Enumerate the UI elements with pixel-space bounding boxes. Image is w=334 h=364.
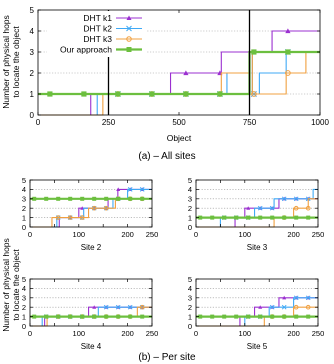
- y-tick-label: 2: [21, 303, 26, 312]
- series-marker-ours: [222, 315, 226, 319]
- series-marker-ours: [140, 197, 144, 201]
- legend: [47, 11, 147, 57]
- series-marker-ours: [56, 197, 60, 201]
- series-marker-ours: [270, 216, 274, 220]
- y-tick-label: 2: [21, 204, 26, 213]
- series-marker-ours: [140, 315, 144, 319]
- y-tick-label: 0: [29, 110, 34, 120]
- y-tick-label: 1: [21, 213, 26, 223]
- series-marker-ours: [285, 49, 290, 54]
- series-marker-ours: [306, 216, 310, 220]
- series-marker-ours: [306, 315, 310, 319]
- x-tick-label: 0: [193, 329, 199, 338]
- y-tick-label: 1: [29, 89, 34, 99]
- series-line-k1: [196, 298, 318, 326]
- series-marker-ours: [246, 216, 250, 220]
- plot-frame: [30, 180, 152, 227]
- x-tick-label: 100: [72, 329, 86, 338]
- plot-frame: [196, 180, 318, 227]
- series-marker-ours: [210, 315, 214, 319]
- y-tick-label: 5: [21, 175, 26, 185]
- x-tick-label: 0: [27, 329, 33, 338]
- x-tick-label: 0: [35, 118, 41, 127]
- series-marker-ours: [44, 315, 48, 319]
- x-tick-label: 1000: [311, 118, 329, 127]
- series-line-k2: [196, 298, 318, 326]
- x-tick-label: 250: [311, 329, 325, 338]
- y-tick-label: 3: [21, 194, 26, 204]
- y-tick-label: 4: [29, 26, 34, 36]
- x-tick-label: 200: [287, 230, 300, 239]
- series-marker-ours: [92, 197, 96, 201]
- x-tick-label: 100: [72, 230, 86, 239]
- x-tick-label: 250: [101, 118, 116, 127]
- series-marker-ours: [258, 315, 262, 319]
- plot-frame: [30, 279, 152, 326]
- series-marker-ours: [68, 315, 72, 319]
- series-marker-ours: [104, 197, 108, 201]
- series-marker-ours: [56, 315, 60, 319]
- y-tick-label: 1: [187, 312, 192, 322]
- y-tick-label: 5: [29, 5, 34, 15]
- top-ylabel-line1: Number of physical hops: [1, 15, 11, 109]
- series-marker-ours: [104, 315, 108, 319]
- y-tick-label: 5: [187, 175, 192, 185]
- series-line-k1: [196, 199, 318, 227]
- y-tick-label: 0: [21, 321, 26, 331]
- y-tick-label: 5: [187, 274, 192, 284]
- x-tick-label: 250: [311, 230, 325, 239]
- series-marker-ours: [44, 197, 48, 201]
- series-marker-ours: [294, 216, 298, 220]
- x-tick-label: 500: [172, 118, 186, 127]
- x-tick-label: 0: [27, 230, 33, 239]
- series-marker-ours: [294, 315, 298, 319]
- y-tick-label: 0: [187, 222, 192, 232]
- y-tick-label: 0: [187, 321, 192, 331]
- legend-marker-ours: [127, 47, 132, 52]
- series-marker-ours: [115, 91, 120, 96]
- series-marker-ours: [234, 216, 238, 220]
- x-tick-label: 250: [145, 230, 159, 239]
- series-marker-ours: [80, 197, 84, 201]
- legend-label-k1: DHT k1: [83, 13, 112, 23]
- chart-site-3: [188, 176, 324, 252]
- bottom-ylabel-line2: to locate the object: [11, 249, 21, 321]
- x-axis-label: Object: [166, 133, 192, 143]
- series-marker-ours: [81, 91, 86, 96]
- chart-all-sites: [30, 6, 330, 143]
- x-tick-label: 0: [193, 230, 199, 239]
- y-tick-label: 0: [21, 222, 26, 232]
- y-tick-label: 3: [187, 194, 192, 204]
- top-ylabel-line2: to locate the object: [11, 26, 21, 98]
- series-marker-ours: [258, 216, 262, 220]
- y-tick-label: 4: [21, 284, 26, 294]
- x-axis-label: Site 5: [246, 342, 268, 351]
- series-marker-ours: [183, 91, 188, 96]
- series-marker-ours: [116, 197, 120, 201]
- x-tick-label: 200: [121, 329, 134, 338]
- bottom-ylabel-line1: Number of physical hops: [1, 238, 11, 332]
- series-line-k3: [196, 199, 318, 227]
- y-tick-label: 4: [187, 284, 192, 294]
- series-marker-ours: [251, 49, 256, 54]
- series-marker-ours: [210, 216, 214, 220]
- series-marker-ours: [149, 91, 154, 96]
- y-tick-label: 4: [21, 185, 26, 195]
- series-marker-ours: [222, 216, 226, 220]
- y-tick-label: 3: [29, 47, 34, 57]
- series-marker-ours: [92, 315, 96, 319]
- series-marker-ours: [128, 197, 132, 201]
- legend-label-k2: DHT k2: [83, 23, 112, 34]
- series-marker-ours: [128, 315, 132, 319]
- series-marker-ours: [234, 315, 238, 319]
- x-tick-label: 200: [287, 329, 300, 338]
- y-tick-label: 1: [187, 213, 192, 223]
- x-tick-label: 750: [242, 118, 257, 127]
- series-line-k2: [38, 52, 320, 115]
- y-tick-label: 3: [187, 293, 192, 303]
- series-marker-ours: [68, 197, 72, 201]
- series-marker-ours: [217, 91, 222, 96]
- y-tick-label: 2: [187, 204, 192, 213]
- x-tick-label: 250: [145, 329, 159, 338]
- legend-label-ours: Our approach: [60, 44, 112, 55]
- y-tick-label: 4: [187, 185, 192, 195]
- chart-site-5: [188, 275, 324, 351]
- caption-all-sites: (a) – All sites: [138, 151, 196, 162]
- series-marker-ours: [282, 315, 286, 319]
- series-line-k3: [30, 199, 152, 227]
- y-tick-label: 3: [21, 293, 26, 303]
- series-marker-ours: [246, 315, 250, 319]
- caption-per-site: (b) – Per site: [138, 352, 196, 363]
- chart-site-4: [22, 275, 158, 351]
- series-marker-ours: [282, 216, 286, 220]
- series-marker-ours: [80, 315, 84, 319]
- x-tick-label: 200: [121, 230, 134, 239]
- chart-site-2: [22, 176, 158, 252]
- x-axis-label: Site 3: [246, 243, 268, 252]
- y-tick-label: 1: [21, 312, 26, 322]
- plot-frame: [196, 279, 318, 326]
- series-marker-ours: [47, 91, 52, 96]
- legend-label-k3: DHT k3: [83, 34, 112, 44]
- x-tick-label: 100: [238, 329, 252, 338]
- y-tick-label: 5: [21, 274, 26, 284]
- series-marker-ours: [270, 315, 274, 319]
- x-tick-label: 100: [238, 230, 252, 239]
- x-axis-label: Site 4: [80, 342, 102, 351]
- x-axis-label: Site 2: [80, 243, 102, 252]
- y-tick-label: 2: [29, 68, 34, 78]
- series-marker-ours: [116, 315, 120, 319]
- series-line-k3: [38, 52, 320, 115]
- y-tick-label: 2: [187, 303, 192, 312]
